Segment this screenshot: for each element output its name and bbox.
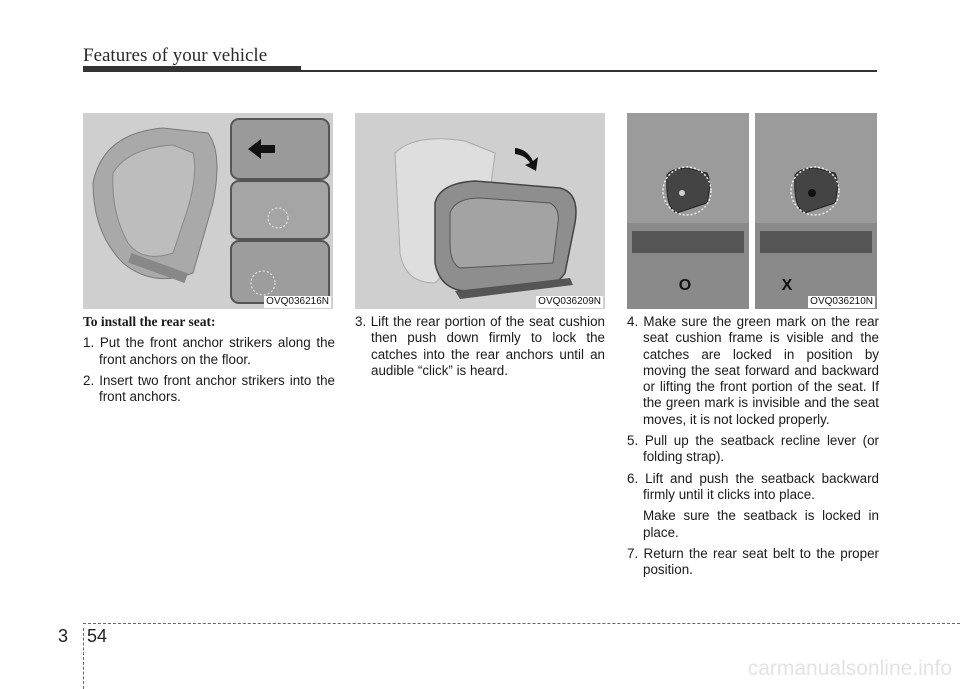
step-1: 1. Put the front anchor strikers along the front anchors on the floor. <box>83 335 335 367</box>
figure-code: OVQ036216N <box>266 296 329 307</box>
header-rule-thin <box>301 70 877 72</box>
page-header-title: Features of your vehicle <box>83 45 268 66</box>
watermark: carmanualsonline.info <box>747 657 952 680</box>
figure-front-anchor <box>83 113 333 309</box>
column-install-steps-2 <box>355 314 605 384</box>
step-4: 4. Make sure the green mark on the rear seat cushion frame is visible and the catches are locked in position by moving the seat forward and backward or lifting the front portion of the seat. If the green mark is invisible and the seat moves, it is not locked properly. <box>627 314 879 427</box>
mark-correct-o: O <box>678 277 692 294</box>
header-rule-thick <box>83 66 301 72</box>
step-3: 3. Lift the rear portion of the seat cushion then push down firmly to lock the catches into the rear anchors until an audible “click” is heard. <box>355 314 605 378</box>
column-install-steps-1 <box>83 314 335 410</box>
chapter-number: 3 <box>58 626 69 646</box>
step-2: 2. Insert two front anchor strikers into the front anchors. <box>83 372 335 405</box>
figure-code: OVQ036210N <box>810 296 873 307</box>
column-install-steps-3 <box>627 314 879 583</box>
seat-anchor-illustration <box>83 113 333 309</box>
figure-code: OVQ036209N <box>538 296 601 307</box>
footer-rule <box>83 623 960 624</box>
mark-wrong-x: X <box>781 277 793 294</box>
step-7: 7. Return the rear seat belt to the proper position. <box>627 545 879 578</box>
page-number: 54 <box>87 626 108 646</box>
footer-divider <box>83 628 84 689</box>
install-heading: To install the rear seat: <box>83 314 216 329</box>
figure-green-mark <box>627 113 877 309</box>
step-6-note: Make sure the seatback is locked in place. <box>643 508 879 540</box>
step-5: 5. Pull up the seatback recline lever (or folding strap). <box>627 433 879 465</box>
green-mark-comparison <box>627 113 877 309</box>
step-6: 6. Lift and push the seatback backward firmly until it clicks into place. <box>627 470 879 502</box>
seat-cushion-illustration <box>355 113 605 309</box>
figure-lift-seat <box>355 113 605 309</box>
